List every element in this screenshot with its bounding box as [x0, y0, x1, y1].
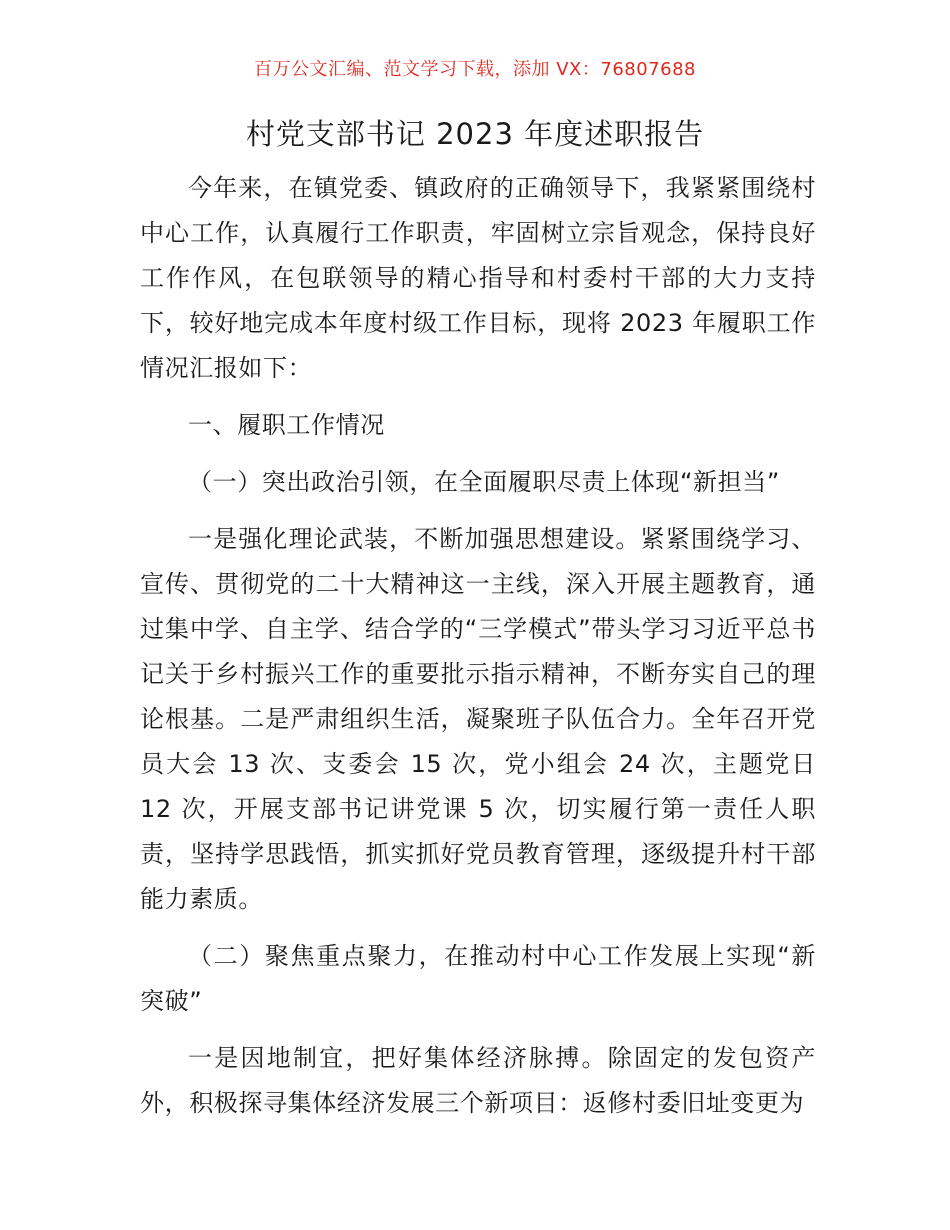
section-heading-1: 一、履职工作情况 — [188, 411, 385, 439]
promo-banner: 百万公文汇编、范文学习下载，添加 VX：76807688 — [254, 59, 696, 80]
subsection-heading-1: （一）突出政治引领，在全面履职尽责上体现“新担当” — [188, 468, 780, 496]
document-title: 村党支部书记 2023 年度述职报告 — [245, 117, 705, 151]
subsection-heading-2: （二）聚焦重点聚力，在推动村中心工作发展上实现“新突破” — [140, 942, 816, 1015]
paragraph-body-1: 一是强化理论武装，不断加强思想建设。紧紧围绕学习、宣传、贯彻党的二十大精神这一主线，深入开展主题教育，通过集中学、自主学、结合学的“三学模式”带头学习习近平总书记关于乡村振兴工作的重要批示指示精神，不断夯实自己的理论根基。二是严肃组织生活，凝聚班子队伍合力。全年召开党员大会 13 次、支委会 15 次，党小组会 24 次，主题党日 12 次，开展支部书记讲党课 5 次，切实履行第一责任人职责，坚持学思践悟，抓实抓好党员教育管理，逐级提升村干部能力素质。 — [140, 525, 816, 913]
paragraph-body-2: 一是因地制宜，把好集体经济脉搏。除固定的发包资产外，积极探寻集体经济发展三个新项目：返修村委旧址变更为 — [140, 1044, 816, 1117]
paragraph-intro: 今年来，在镇党委、镇政府的正确领导下，我紧紧围绕村中心工作，认真履行工作职责，牢固树立宗旨观念，保持良好工作作风，在包联领导的精心指导和村委村干部的大力支持下，较好地完成本年度村级工作目标，现将 2023 年履职工作情况汇报如下： — [140, 174, 816, 382]
document-body — [140, 166, 816, 1138]
